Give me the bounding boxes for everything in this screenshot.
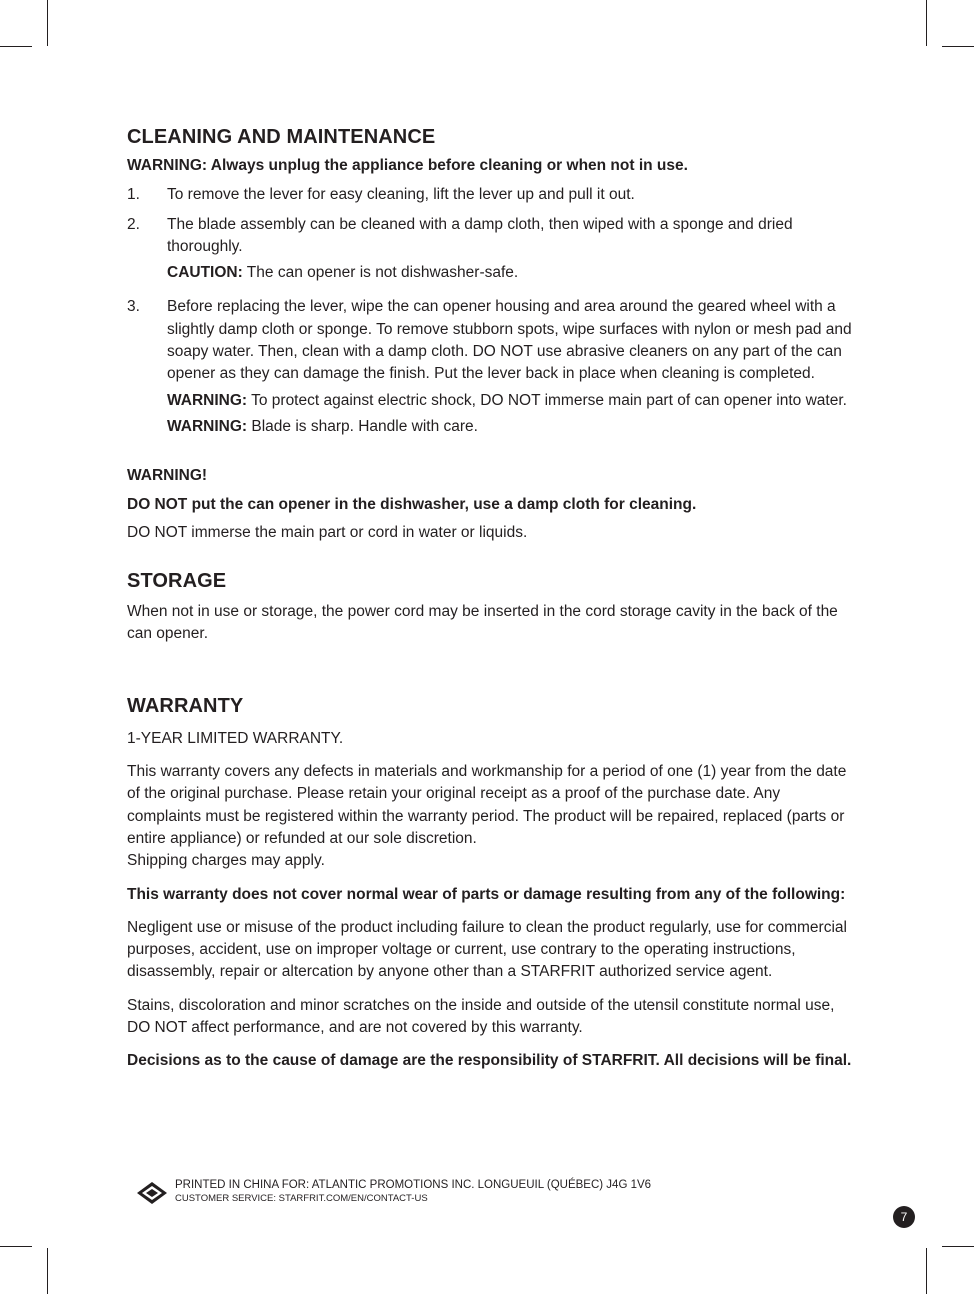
list-item-text: To remove the lever for easy cleaning, lift the lever up and pull it out. [167,186,635,204]
list-item [127,296,857,385]
warranty-coverage [127,761,857,872]
page-number: 7 [893,1206,915,1228]
shipping-charges-text: Shipping charges may apply. [127,852,325,870]
list-item-number: 1. [127,186,140,204]
caution-text: The can opener is not dishwasher-safe. [242,264,519,282]
caution-label: CAUTION: [167,264,243,282]
warranty-heading: WARRANTY [127,694,244,717]
immerse-warning: DO NOT immerse the main part or cord in water or liquids. [127,523,528,541]
warning-title: WARNING! [127,467,208,485]
electric-shock-warning [127,390,857,412]
crop-mark [942,46,974,47]
crop-mark [47,1248,48,1294]
warning-label: WARNING: [167,391,248,409]
cleaning-heading: CLEANING AND MAINTENANCE [127,126,436,148]
warranty-exclusions-heading: This warranty does not cover normal wear of parts or damage resulting from any of the following: [127,885,846,903]
page-content [127,124,857,1073]
warranty-exclusions-text: Negligent use or misuse of the product including failure to clean the product regularly, use for commercial purposes, accident, use on improper voltage or current, use contrary to the operating instructions, disassembly, repair or altercation by anyone other than a STARFRIT authorized service agent. [127,918,847,981]
list-item-number: 3. [127,298,140,316]
warranty-stains-text: Stains, discoloration and minor scratches on the inside and outside of the utensil constitute normal use, DO NOT affect performance, and are not covered by this warranty. [127,996,835,1037]
crop-mark [47,0,48,46]
warranty-coverage-text: This warranty covers any defects in materials and workmanship for a period of one (1) year from the date of the original purchase. Please retain your original receipt as a proof of the purchase date. Any complaints must be registered within the warranty period. The product will be repaired, replaced (parts or entire appliance) or refunded at our sole discretion. [127,763,847,847]
footer-text [175,1179,651,1205]
warranty-subtitle: 1-YEAR LIMITED WARRANTY. [127,729,344,747]
cleaning-warning: WARNING: Always unplug the appliance before cleaning or when not in use. [127,157,688,174]
crop-mark [942,1246,974,1247]
blade-warning [127,416,857,438]
crop-mark [926,0,927,46]
list-item-text: The blade assembly can be cleaned with a damp cloth, then wiped with a sponge and dried thoroughly. [167,215,793,255]
warning-text: Blade is sharp. Handle with care. [247,417,478,435]
crop-mark [0,1246,32,1247]
cleaning-steps [127,184,857,438]
dishwasher-warning: DO NOT put the can opener in the dishwasher, use a damp cloth for cleaning. [127,495,697,513]
storage-text: When not in use or storage, the power cord may be inserted in the cord storage cavity in the back of the can opener. [127,603,838,643]
printed-in-line: PRINTED IN CHINA FOR: ATLANTIC PROMOTIONS INC. LONGUEUIL (QUÉBEC) J4G 1V6 [175,1179,652,1191]
list-item-text: Before replacing the lever, wipe the can opener housing and area around the geared wheel with a slightly damp cloth or sponge. To remove stubborn spots, wipe surfaces with nylon or mesh pad and soapy water. Then, clean with a damp cloth. DO NOT use abrasive cleaners on any part of the can opener as they can damage the finish. Put the lever back in place when cleaning is completed. [167,298,852,383]
warning-label: WARNING: [167,417,248,435]
list-item-number: 2. [127,215,140,233]
warranty-decisions: Decisions as to the cause of damage are the responsibility of STARFRIT. All decisions will be final. [127,1052,852,1070]
warning-text: To protect against electric shock, DO NOT immerse main part of can opener into water. [247,391,847,409]
starfrit-diamond-logo-icon [136,1181,168,1205]
footer [136,1178,736,1208]
list-item [127,184,857,206]
list-item [127,214,857,259]
crop-mark [926,1248,927,1294]
customer-service-line: CUSTOMER SERVICE: STARFRIT.COM/EN/CONTACT-US [175,1193,428,1204]
crop-mark [0,46,32,47]
storage-heading: STORAGE [127,570,227,593]
caution-note [127,262,857,284]
